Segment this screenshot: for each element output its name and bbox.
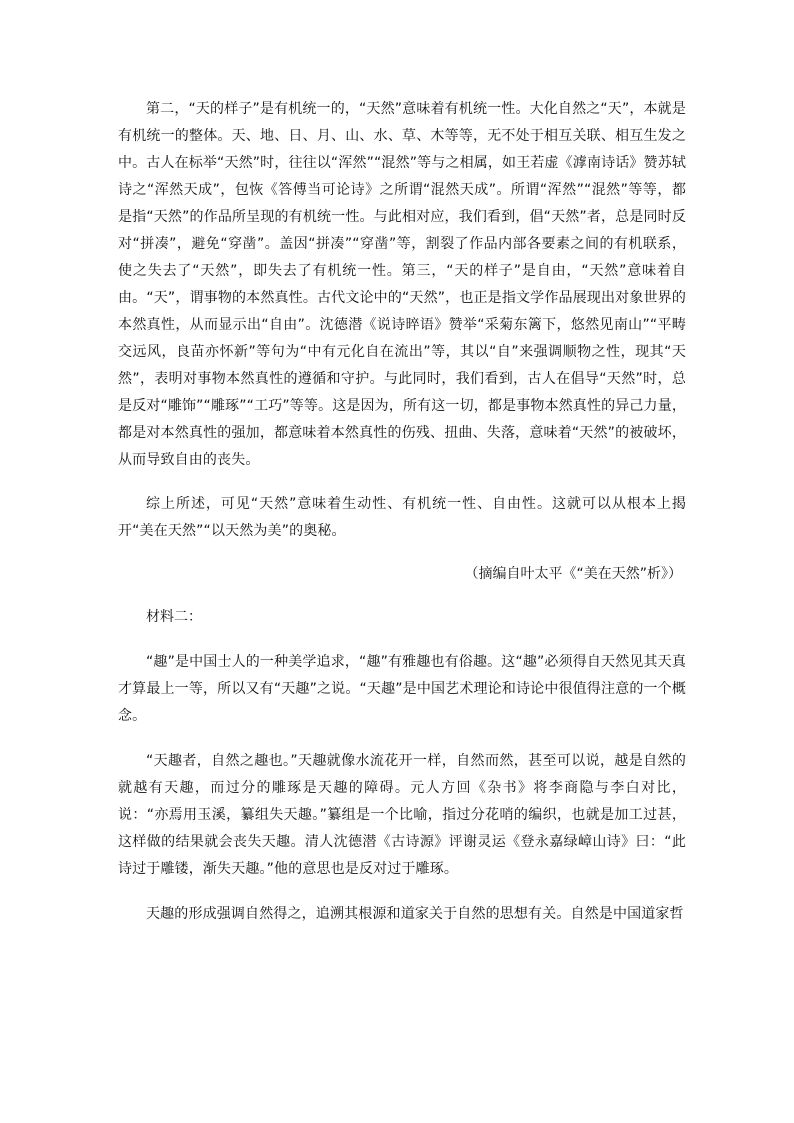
paragraph-spacer <box>118 730 686 748</box>
paragraph-spacer <box>118 545 686 561</box>
paragraph-tianqu-examples: “天趣者，自然之趣也。”天趣就像水流花开一样，自然而然，甚至可以说，越是自然的就越有天趣，而过分的雕琢是天趣的障碍。元人方回《杂书》将李商隐与李白对比，说：“亦焉用玉溪，纂组失天趣。”纂组是一个比喻，指过分花哨的编织，也就是加工过甚，这样做的结果就会丧失天趣。清人沈德潜《古诗源》评谢灵运《登永嘉绿嶂山诗》曰：“此诗过于雕镂，渐失天趣。”他的意思也是反对过于雕琢。 <box>118 753 686 877</box>
material-two-label: 材料二： <box>146 609 202 625</box>
document-body <box>118 96 686 928</box>
paragraph-organic-unity-and-freedom: 第二，“天的样子”是有机统一的，“天然”意味着有机统一性。大化自然之“天”，本就是有机统一的整体。天、地、日、月、山、水、草、木等等，无不处于相互关联、相互生发之中。古人在标举“天然”时，往往以“浑然”“混然”等与之相属，如王若虚《滹南诗话》赞苏轼诗之“浑然天成”，包恢《答傅当可论诗》之所谓“混然天成”。所谓“浑然”“混然”等等，都是指“天然”的作品所呈现的有机统一性。与此相对应，我们看到，倡“天然”者，总是同时反对“拼凑”，避免“穿凿”。盖因“拼凑”“穿凿”等，割裂了作品内部各要素之间的有机联系，使之失去了“天然”，即失去了有机统一性。第三，“天的样子”是自由，“天然”意味着自由。“天”，谓事物的本然真性。古代文论中的“天然”，也正是指文学作品展现出对象世界的本然真性，从而显示出“自由”。沈德潜《说诗晬语》赞举“采菊东篱下，悠然见南山”“平畴交远风，良苗亦怀新”等句为“中有元化自在流出”等，其以“自”来强调顺物之性，现其“天然”，表明对事物本然真性的遵循和守护。与此同时，我们看到，古人在倡导“天然”时，总是反对“雕饰”“雕琢”“工巧”等等。这是因为，所有这一切，都是事物本然真性的异己力量，都是对本然真性的强加，都意味着本然真性的伤残、扭曲、失落，意味着“天然”的被破坏，从而导致自由的丧失。 <box>118 101 686 468</box>
paragraph-spacer <box>118 474 686 491</box>
paragraph-spacer <box>118 588 686 604</box>
paragraph-qu-definition: “趣”是中国士人的一种美学追求，“趣”有雅趣也有俗趣。这“趣”必须得自天然见其天真才算最上一等，所以又有“天趣”之说。“天趣”是中国艺术理论和诗论中很值得注意的一个概念。 <box>118 654 686 724</box>
paragraph-spacer <box>118 883 686 901</box>
paragraph-tianqu-origin: 天趣的形成强调自然得之，追溯其根源和道家关于自然的思想有关。自然是中国道家哲 <box>146 906 684 922</box>
source-citation: （摘编自叶太平《“美在天然”析》） <box>464 566 682 582</box>
paragraph-spacer <box>118 631 686 649</box>
paragraph-summary: 综上所述，可见“天然”意味着生动性、有机统一性、自由性。这就可以从根本上揭开“美在天然”“以天然为美”的奥秘。 <box>118 496 686 539</box>
